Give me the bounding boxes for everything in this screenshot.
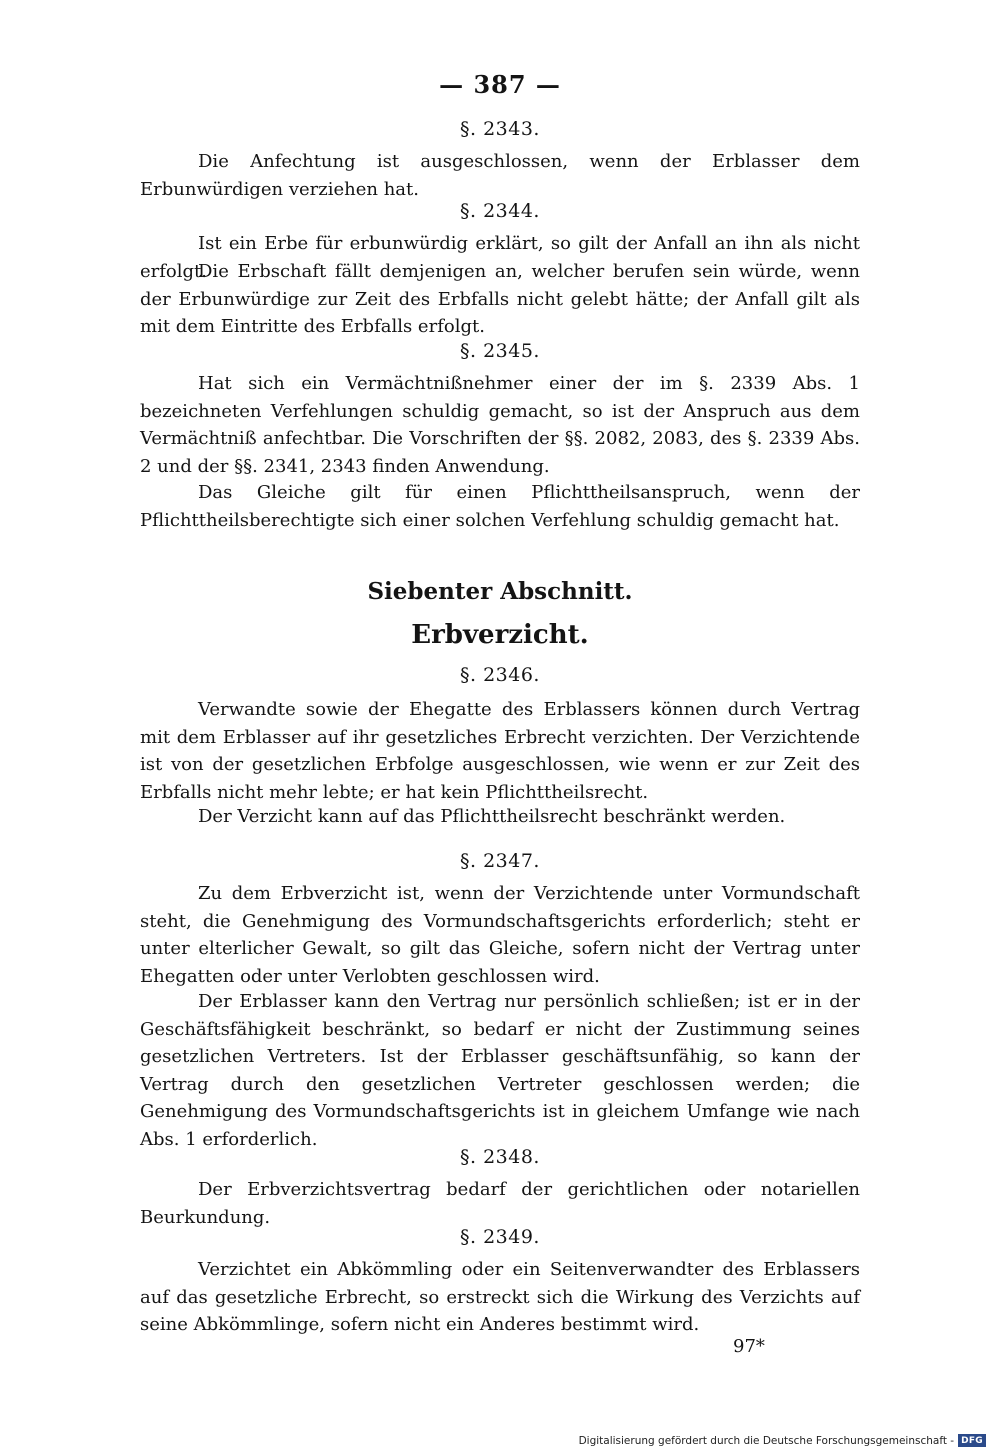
paragraph: Verzichtet ein Abkömmling oder ein Seitenverwandter des Erblassers auf das gesetzliche Erbrecht, so erstreckt sich die Wirkung des Verzichts auf seine Abkömmlinge, sofern nicht ein Anderes bestimmt wird. bbox=[140, 1259, 860, 1335]
section-heading: §. 2349. bbox=[460, 1226, 540, 1248]
paragraph: Der Erbverzichtsvertrag bedarf der gerichtlichen oder notariellen Beurkundung. bbox=[140, 1179, 860, 1228]
section-heading: §. 2348. bbox=[460, 1146, 540, 1168]
sheet-signature: 97* bbox=[733, 1336, 765, 1357]
paragraph: Die Anfechtung ist ausgeschlossen, wenn der Erblasser dem Erbunwürdigen verziehen hat. bbox=[140, 151, 860, 200]
digitization-footer bbox=[579, 1434, 986, 1447]
paragraph: Verwandte sowie der Ehegatte des Erblassers können durch Vertrag mit dem Erblasser auf ihr gesetzliches Erbrecht verzichten. Der Verzichtende ist von der gesetzlichen Erbfolge ausgeschlossen, wie wenn er zur Zeit des Erbfalls nicht mehr lebte; er hat kein Pflichttheilsrecht. bbox=[140, 699, 860, 803]
paragraph: Zu dem Erbverzicht ist, wenn der Verzichtende unter Vormundschaft steht, die Genehmigung des Vormundschaftsgerichts erforderlich; steht er unter elterlicher Gewalt, so gilt das Gleiche, sofern nicht der Vertrag unter Ehegatten oder unter Verlobten geschlossen wird. bbox=[140, 883, 860, 987]
paragraph: Hat sich ein Vermächtnißnehmer einer der im §. 2339 Abs. 1 bezeichneten Verfehlungen schuldig gemacht, so ist der Anspruch aus dem Vermächtniß anfechtbar. Die Vorschriften der §§. 2082, 2083, des §. 2339 Abs. 2 und der §§. 2341, 2343 finden Anwendung. bbox=[140, 373, 860, 477]
section-heading: §. 2343. bbox=[460, 118, 540, 140]
paragraph: Die Erbschaft fällt demjenigen an, welcher berufen sein würde, wenn der Erbunwürdige zur Zeit des Erbfalls nicht gelebt hätte; der Anfall gilt als mit dem Eintritte des Erbfalls erfolgt. bbox=[140, 261, 860, 337]
section-heading: §. 2345. bbox=[460, 340, 540, 362]
section-heading: §. 2346. bbox=[460, 664, 540, 686]
paragraph: Der Erblasser kann den Vertrag nur persönlich schließen; ist er in der Geschäftsfähigkeit beschränkt, so bedarf er nicht der Zustimmung seines gesetzlichen Vertreters. Ist der Erblasser geschäftsunfähig, so kann der Vertrag durch den gesetzlichen Vertreter geschlossen werden; die Genehmigung des Vormundschaftsgerichts ist in gleichem Umfange wie nach Abs. 1 erforderlich. bbox=[140, 991, 860, 1150]
section-heading: §. 2344. bbox=[460, 200, 540, 222]
page-number: — 387 — bbox=[439, 70, 561, 99]
paragraph: Das Gleiche gilt für einen Pflichttheilsanspruch, wenn der Pflichttheilsberechtigte sich einer solchen Verfehlung schuldig gemacht hat. bbox=[140, 482, 860, 531]
section-heading: §. 2347. bbox=[460, 850, 540, 872]
footer-text: Digitalisierung gefördert durch die Deutsche Forschungsgemeinschaft - bbox=[578, 1434, 955, 1447]
dfg-logo: DFG bbox=[958, 1434, 986, 1447]
chapter-title: Erbverzicht. bbox=[411, 620, 589, 650]
chapter-subtitle: Siebenter Abschnitt. bbox=[367, 578, 633, 605]
paragraph: Ist ein Erbe für erbunwürdig erklärt, so gilt der Anfall an ihn als nicht erfolgt. bbox=[140, 233, 860, 282]
paragraph: Der Verzicht kann auf das Pflichttheilsrecht beschränkt werden. bbox=[198, 806, 786, 827]
